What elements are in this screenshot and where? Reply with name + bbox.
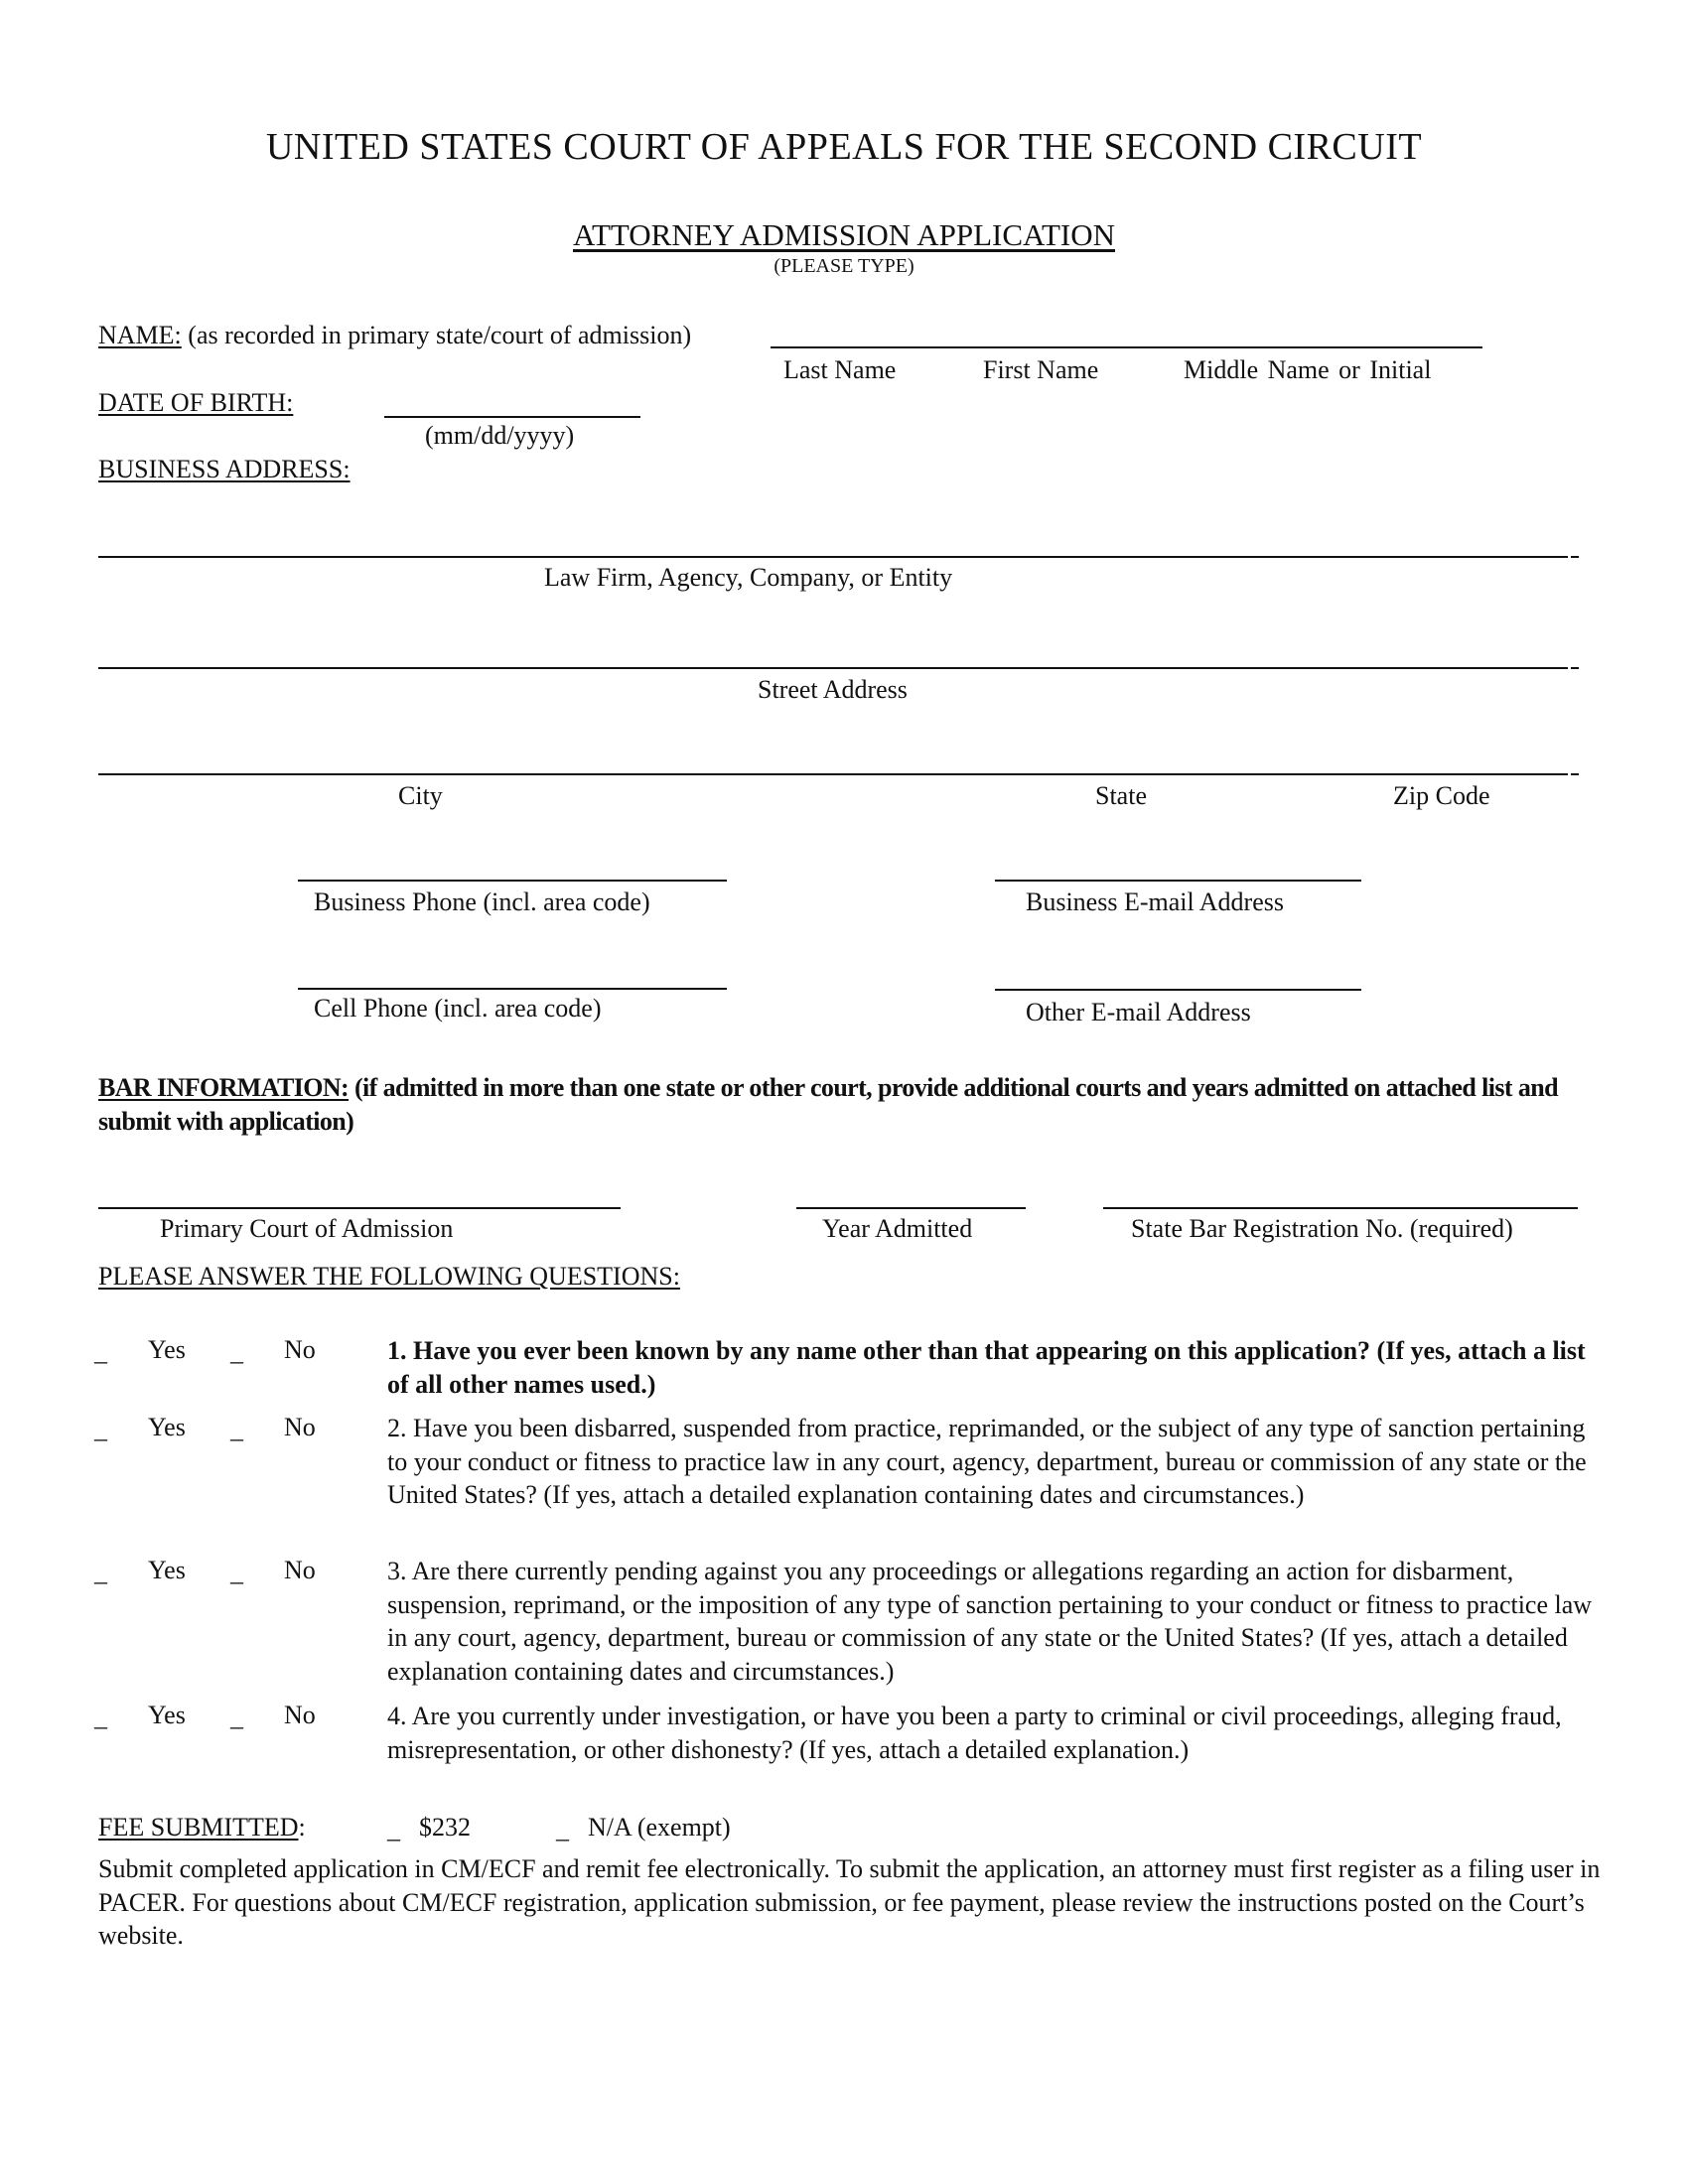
dob-format: (mm/dd/yyyy) — [425, 421, 575, 450]
please-type-instruction: (PLEASE TYPE) — [774, 255, 914, 277]
q2-yes-label: Yes — [148, 1413, 186, 1441]
name-row — [98, 320, 691, 351]
street-caption: Street Address — [758, 675, 908, 704]
fee-label-colon: : — [298, 1813, 306, 1842]
q2-no-blank[interactable]: _ — [230, 1415, 243, 1443]
bar-info-paragraph — [98, 1071, 1608, 1138]
bar-info-note: (if admitted in more than one state or other court, provide additional courts and years admitted on attached list and submit with application) — [98, 1073, 1558, 1136]
zip-caption: Zip Code — [1393, 781, 1490, 810]
dob-label: DATE OF BIRTH: — [98, 388, 294, 417]
q3-no-label: No — [284, 1556, 316, 1584]
bar-registration-field[interactable] — [1103, 1207, 1578, 1209]
form-title-text: ATTORNEY ADMISSION APPLICATION — [573, 217, 1115, 252]
business-phone-field[interactable] — [298, 880, 727, 882]
questions-heading: PLEASE ANSWER THE FOLLOWING QUESTIONS: — [98, 1262, 680, 1291]
q4-yes-label: Yes — [148, 1701, 186, 1729]
question-1-text: 1. Have you ever been known by any name other than that appearing on this application? (If yes, attach a list of all other names used.) — [387, 1336, 1586, 1399]
name-field[interactable] — [771, 346, 1482, 348]
bar-info-label: BAR INFORMATION: — [98, 1073, 350, 1102]
primary-court-field[interactable] — [98, 1207, 621, 1209]
question-4-text: 4. Are you currently under investigation, or have you been a party to criminal or civil proceedings, alleging fraud, misrepresentation, or other dishonesty? (If yes, attach a detailed explanation.) — [387, 1702, 1562, 1764]
city-state-zip-field[interactable] — [98, 773, 1568, 775]
street-field-tail — [1571, 667, 1579, 669]
fee-label: FEE SUBMITTED — [98, 1813, 299, 1842]
q1-no-label: No — [284, 1335, 316, 1364]
business-email-caption: Business E-mail Address — [1026, 887, 1284, 916]
q3-yes-blank[interactable]: _ — [94, 1558, 107, 1586]
q4-no-label: No — [284, 1701, 316, 1729]
firm-field[interactable] — [98, 556, 1568, 558]
primary-court-caption: Primary Court of Admission — [160, 1214, 454, 1243]
first-name-caption: First Name — [983, 355, 1099, 384]
firm-caption: Law Firm, Agency, Company, or Entity — [544, 563, 953, 592]
q3-no-blank[interactable]: _ — [230, 1558, 243, 1586]
city-caption: City — [398, 781, 443, 810]
dob-field[interactable] — [384, 416, 640, 418]
state-caption: State — [1095, 781, 1147, 810]
other-email-field[interactable] — [995, 989, 1361, 991]
q1-no-blank[interactable]: _ — [230, 1337, 243, 1366]
business-address-label: BUSINESS ADDRESS: — [98, 455, 351, 483]
q2-yes-blank[interactable]: _ — [94, 1415, 107, 1443]
year-admitted-field[interactable] — [796, 1207, 1026, 1209]
fee-exempt: N/A (exempt) — [588, 1813, 731, 1842]
other-email-caption: Other E-mail Address — [1026, 998, 1251, 1026]
year-admitted-caption: Year Admitted — [822, 1214, 973, 1243]
q4-yes-blank[interactable]: _ — [94, 1703, 107, 1731]
name-note: (as recorded in primary state/court of admission) — [188, 321, 692, 349]
q3-yes-label: Yes — [148, 1556, 186, 1584]
name-label: NAME: — [98, 321, 182, 349]
question-2-text: 2. Have you been disbarred, suspended from practice, reprimanded, or the subject of any type of sanction pertaining to your conduct or fitness to practice law in any court, agency, department, bureau or commission of any state or the United States? (If yes, attach a detailed explanation containing dates and circumstances.) — [387, 1414, 1587, 1509]
form-title — [0, 216, 1688, 254]
court-title: UNITED STATES COURT OF APPEALS FOR THE SECOND CIRCUIT — [265, 126, 1423, 168]
q1-yes-blank[interactable]: _ — [94, 1337, 107, 1366]
fee-amount: $232 — [419, 1813, 471, 1842]
q2-no-label: No — [284, 1413, 316, 1441]
business-email-field[interactable] — [995, 880, 1361, 882]
business-phone-caption: Business Phone (incl. area code) — [314, 887, 650, 916]
fee-amount-blank[interactable]: _ — [387, 1815, 400, 1843]
firm-field-tail — [1571, 556, 1579, 558]
q1-yes-label: Yes — [148, 1335, 186, 1364]
bar-registration-caption: State Bar Registration No. (required) — [1131, 1214, 1513, 1243]
cell-phone-caption: Cell Phone (incl. area code) — [314, 994, 602, 1023]
city-field-tail — [1571, 773, 1579, 775]
street-field[interactable] — [98, 667, 1568, 669]
last-name-caption: Last Name — [783, 355, 897, 384]
fee-instructions: Submit completed application in CM/ECF and remit fee electronically. To submit the application, an attorney must first register as a filing user in PACER. For questions about CM/ECF registration, application submission, or fee payment, please review the instructions posted on the Court’s website. — [98, 1854, 1601, 1950]
middle-name-caption: Middle Name or Initial — [1184, 355, 1432, 384]
cell-phone-field[interactable] — [298, 988, 727, 990]
question-3-text: 3. Are there currently pending against you any proceedings or allegations regarding an action for disbarment, suspension, reprimand, or the imposition of any type of sanction pertaining to your conduct or fitness to practice law in any court, agency, department, bureau or commission of any state or the United States? (If yes, attach a detailed explanation containing dates and circumstances.) — [387, 1557, 1593, 1686]
fee-label-row — [98, 1812, 306, 1843]
fee-exempt-blank[interactable]: _ — [556, 1815, 569, 1843]
q4-no-blank[interactable]: _ — [230, 1703, 243, 1731]
